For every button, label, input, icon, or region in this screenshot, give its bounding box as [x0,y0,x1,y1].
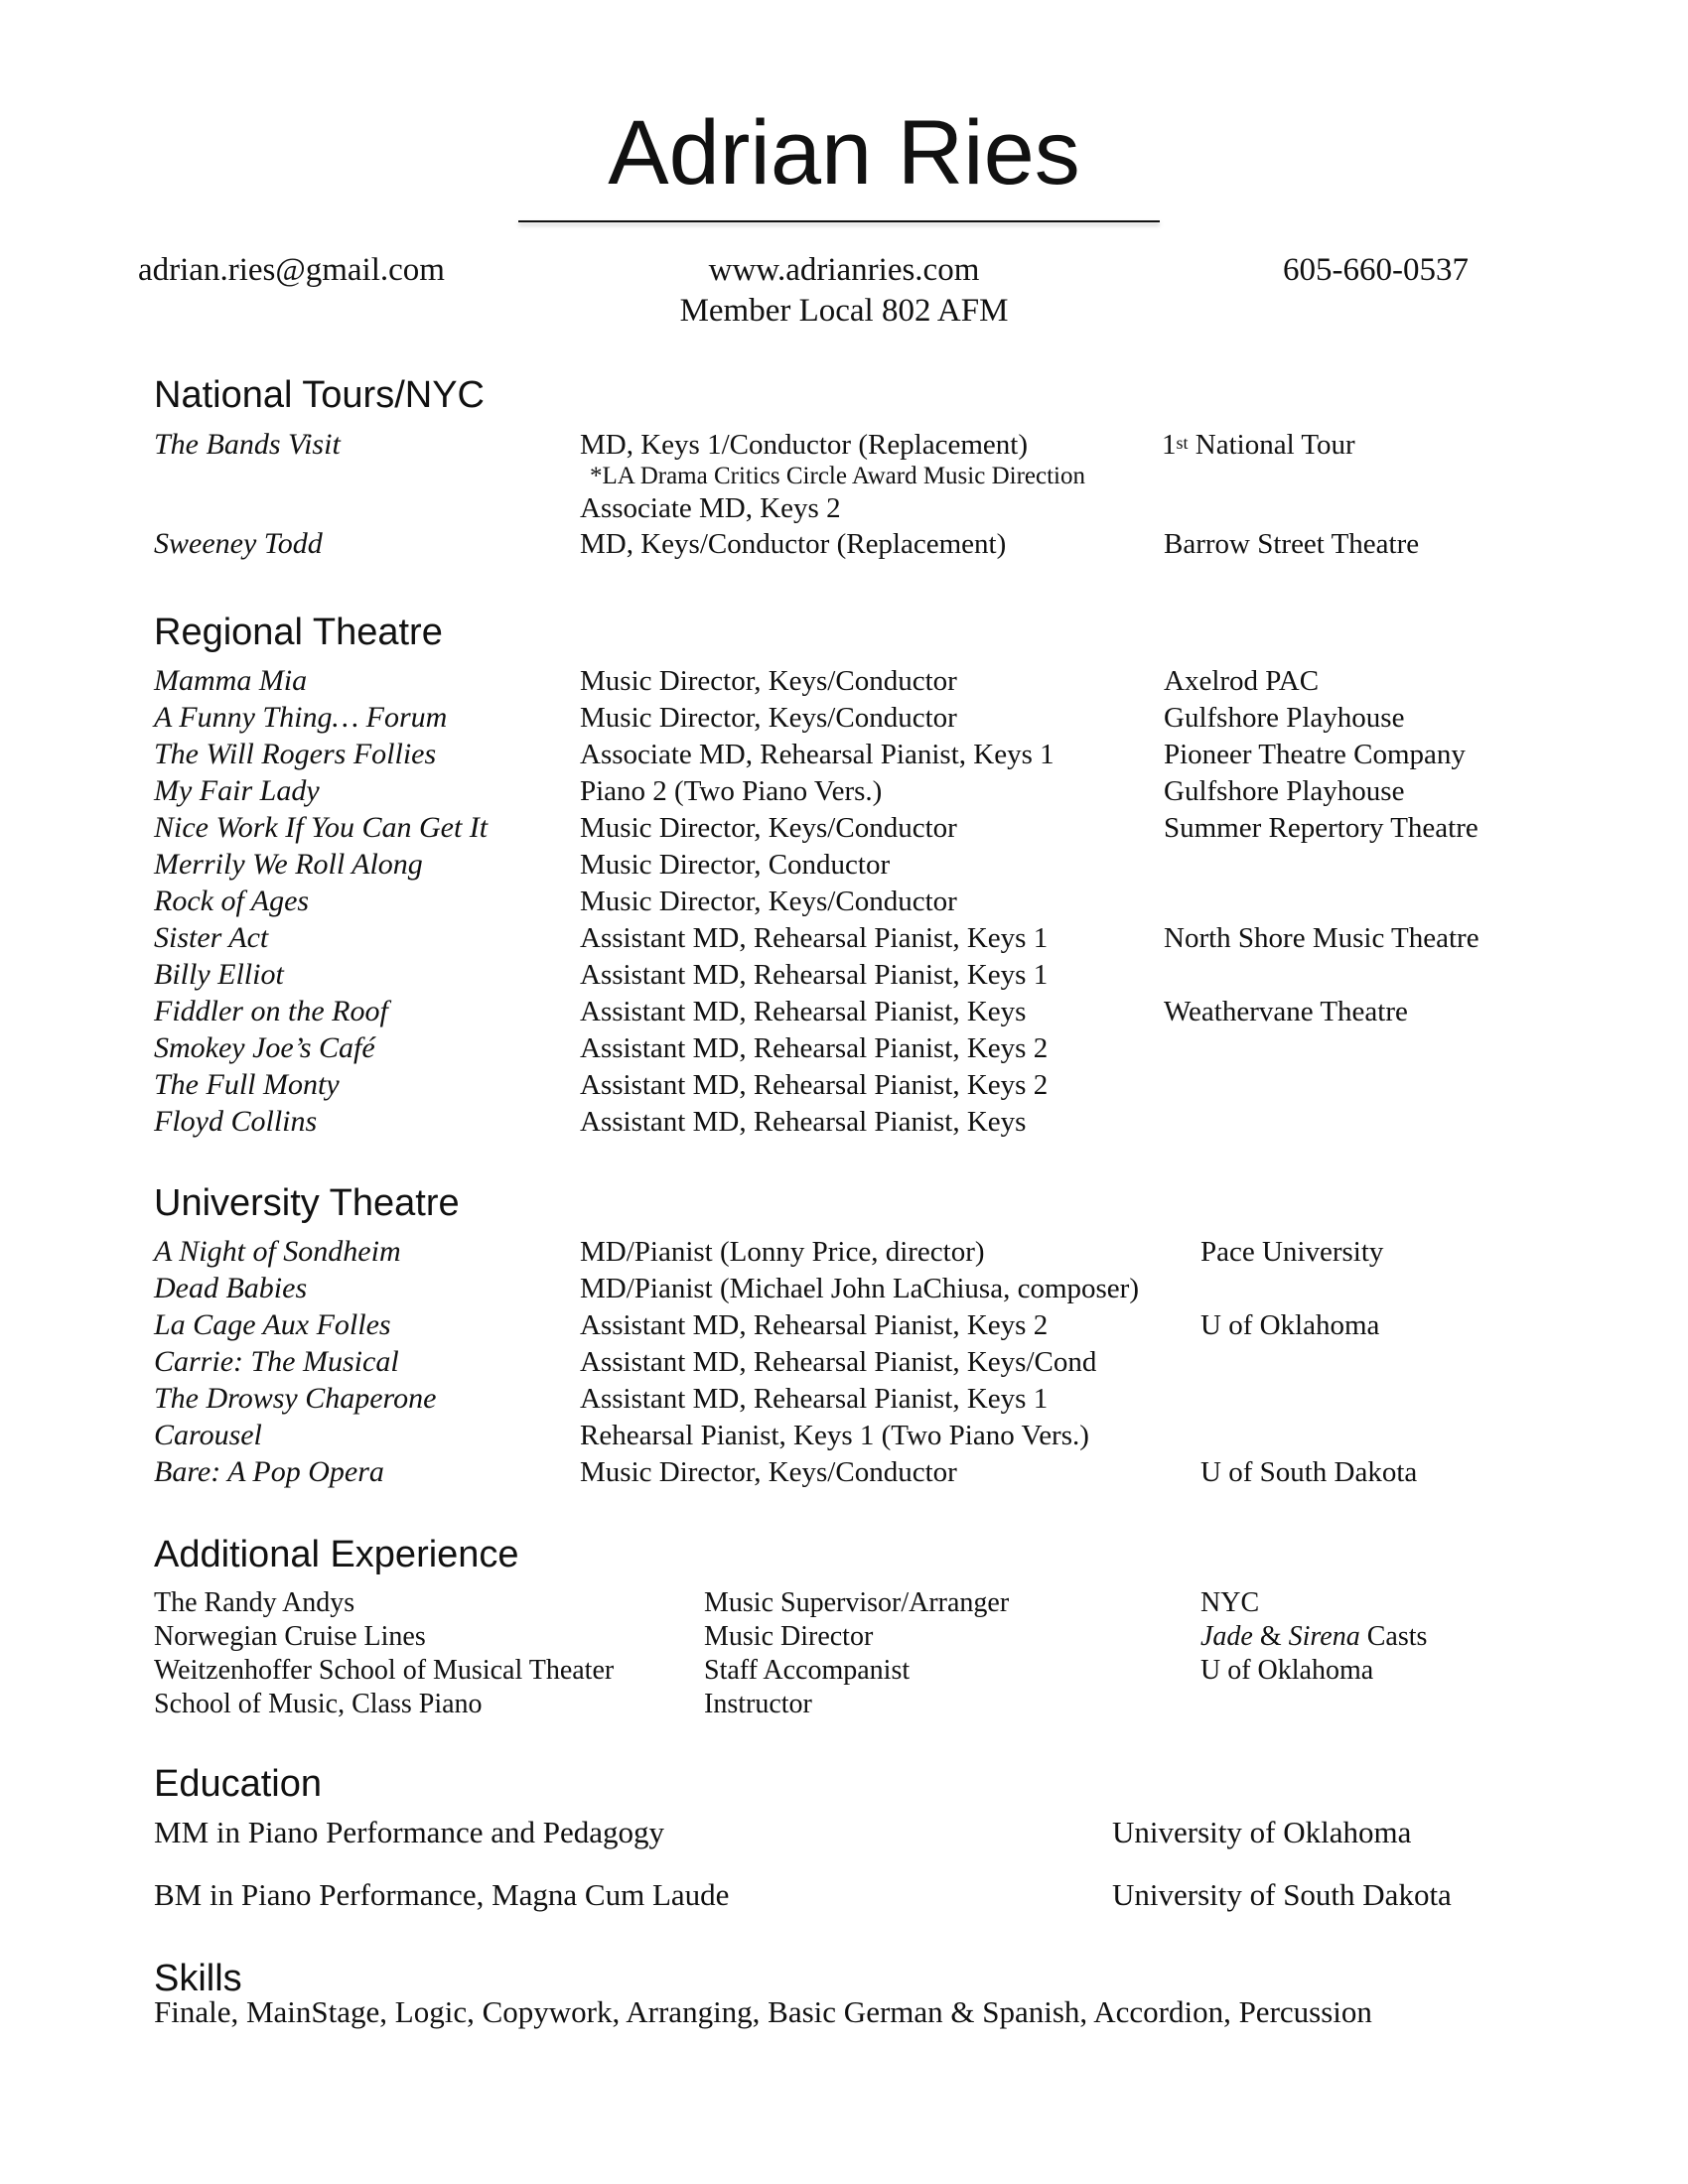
credit-row [0,1104,1688,1140]
ship-name: Jade [1200,1621,1253,1652]
role: Music Director, Keys/Conductor [580,1456,957,1488]
show-title: The Drowsy Chaperone [154,1382,437,1415]
role: Music Director, Keys/Conductor [580,886,957,917]
organization: Norwegian Cruise Lines [154,1621,426,1652]
show-title: Billy Elliot [154,958,284,991]
show-title: Nice Work If You Can Get It [154,811,489,844]
show-title: The Will Rogers Follies [154,738,437,770]
venue: U of Oklahoma [1200,1309,1380,1341]
role: Associate MD, Keys 2 [580,492,841,524]
venue-ordinal: st [1176,433,1189,453]
venue-name: National Tour [1195,429,1355,461]
school: University of Oklahoma [1112,1815,1412,1849]
credit-row [0,427,1688,463]
degree: BM in Piano Performance, Magna Cum Laude [154,1877,730,1912]
credit-row [0,1234,1688,1270]
award-note: *LA Drama Critics Circle Award Music Direction [590,463,1085,489]
credit-row [0,1030,1688,1066]
show-title: Fiddler on the Roof [154,995,388,1027]
credit-row [0,1307,1688,1343]
credit-row [0,920,1688,956]
venue: Summer Repertory Theatre [1164,812,1478,844]
role: Assistant MD, Rehearsal Pianist, Keys 2 [580,1069,1049,1101]
show-title: Rock of Ages [154,885,310,917]
role: MD, Keys 1/Conductor (Replacement) [580,429,1029,461]
degree: MM in Piano Performance and Pedagogy [154,1815,664,1849]
place: U of Oklahoma [1200,1655,1374,1686]
role: Associate MD, Rehearsal Pianist, Keys 1 [580,739,1055,770]
role: Assistant MD, Rehearsal Pianist, Keys [580,1106,1027,1138]
experience-row [0,1654,1688,1687]
experience-row [0,1688,1688,1720]
credit-row [0,773,1688,809]
show-title: Floyd Collins [154,1105,318,1138]
place-suffix: Casts [1359,1621,1428,1652]
show-title: Carrie: The Musical [154,1345,399,1378]
role: Music Supervisor/Arranger [704,1587,1010,1618]
credit-row [0,700,1688,736]
role: Assistant MD, Rehearsal Pianist, Keys 1 [580,959,1049,991]
role: Assistant MD, Rehearsal Pianist, Keys 2 [580,1309,1049,1341]
organization: School of Music, Class Piano [154,1689,483,1719]
role: Music Director, Keys/Conductor [580,665,957,697]
role: Assistant MD, Rehearsal Pianist, Keys [580,996,1027,1027]
venue: Barrow Street Theatre [1164,528,1420,560]
section-heading-education: Education [154,1763,323,1805]
place: NYC [1200,1587,1260,1618]
show-title: Dead Babies [154,1272,308,1304]
place [1200,1620,1427,1653]
school: University of South Dakota [1112,1877,1452,1912]
show-title: Sweeney Todd [154,527,323,560]
section-heading-regional: Regional Theatre [154,612,443,653]
credit-row [0,663,1688,699]
role: Assistant MD, Rehearsal Pianist, Keys 2 [580,1032,1049,1064]
show-title: Smokey Joe’s Café [154,1031,375,1064]
contact-email[interactable]: adrian.ries@gmail.com [138,252,445,288]
show-title: A Funny Thing… Forum [154,701,448,734]
show-title: The Full Monty [154,1068,340,1101]
role: Assistant MD, Rehearsal Pianist, Keys/Cond [580,1346,1097,1378]
venue: Gulfshore Playhouse [1164,702,1405,734]
role: Music Director, Keys/Conductor [580,812,957,844]
show-title: La Cage Aux Folles [154,1308,391,1341]
experience-row [0,1620,1688,1653]
section-heading-additional: Additional Experience [154,1534,519,1575]
show-title: Carousel [154,1419,262,1451]
role: Rehearsal Pianist, Keys 1 (Two Piano Vers.) [580,1420,1089,1451]
credit-row [0,957,1688,993]
credit-row [0,847,1688,883]
role: Assistant MD, Rehearsal Pianist, Keys 1 [580,1383,1049,1415]
show-title: Sister Act [154,921,269,954]
section-heading-skills: Skills [154,1958,242,1999]
credit-row [0,884,1688,919]
role: Assistant MD, Rehearsal Pianist, Keys 1 [580,922,1049,954]
resume-name: Adrian Ries [608,102,1080,204]
venue-number: 1 [1162,429,1177,461]
credit-row [0,1381,1688,1417]
venue [1162,427,1355,463]
role: Staff Accompanist [704,1655,911,1686]
credit-row [0,1418,1688,1453]
role: Piano 2 (Two Piano Vers.) [580,775,883,807]
experience-row [0,1586,1688,1619]
venue: North Shore Music Theatre [1164,922,1479,954]
venue: U of South Dakota [1200,1456,1418,1488]
venue: Weathervane Theatre [1164,996,1408,1027]
contact-website[interactable]: www.adrianries.com [708,252,980,288]
role: Music Director, Keys/Conductor [580,702,957,734]
ship-name: Sirena [1288,1621,1360,1652]
credit-row [0,526,1688,562]
show-title: A Night of Sondheim [154,1235,401,1268]
credit-row [0,737,1688,772]
credit-row [0,490,1688,526]
role: MD/Pianist (Michael John LaChiusa, composer) [580,1273,1139,1304]
venue: Pioneer Theatre Company [1164,739,1466,770]
role: MD/Pianist (Lonny Price, director) [580,1236,985,1268]
place-ampersand: & [1252,1621,1289,1652]
credit-row [0,1271,1688,1306]
role: Music Director [704,1621,874,1652]
role: MD, Keys/Conductor (Replacement) [580,528,1007,560]
venue: Axelrod PAC [1164,665,1320,697]
role: Instructor [704,1689,812,1719]
show-title: The Bands Visit [154,428,341,461]
name-underline [518,220,1160,222]
contact-phone[interactable]: 605-660-0537 [1283,252,1469,288]
section-heading-university: University Theatre [154,1182,460,1224]
membership-line: Member Local 802 AFM [679,293,1009,329]
credit-row [0,1454,1688,1490]
credit-row [0,1344,1688,1380]
credit-row [0,810,1688,846]
venue: Pace University [1200,1236,1384,1268]
section-heading-national: National Tours/NYC [154,374,486,416]
credit-row [0,994,1688,1029]
organization: The Randy Andys [154,1587,355,1618]
venue: Gulfshore Playhouse [1164,775,1405,807]
credit-row [0,1067,1688,1103]
show-title: Bare: A Pop Opera [154,1455,384,1488]
organization: Weitzenhoffer School of Musical Theater [154,1655,615,1686]
role: Music Director, Conductor [580,849,891,881]
show-title: Merrily We Roll Along [154,848,423,881]
skills-list: Finale, MainStage, Logic, Copywork, Arranging, Basic German & Spanish, Accordion, Percussion [154,1994,1372,2029]
show-title: Mamma Mia [154,664,308,697]
show-title: My Fair Lady [154,774,320,807]
